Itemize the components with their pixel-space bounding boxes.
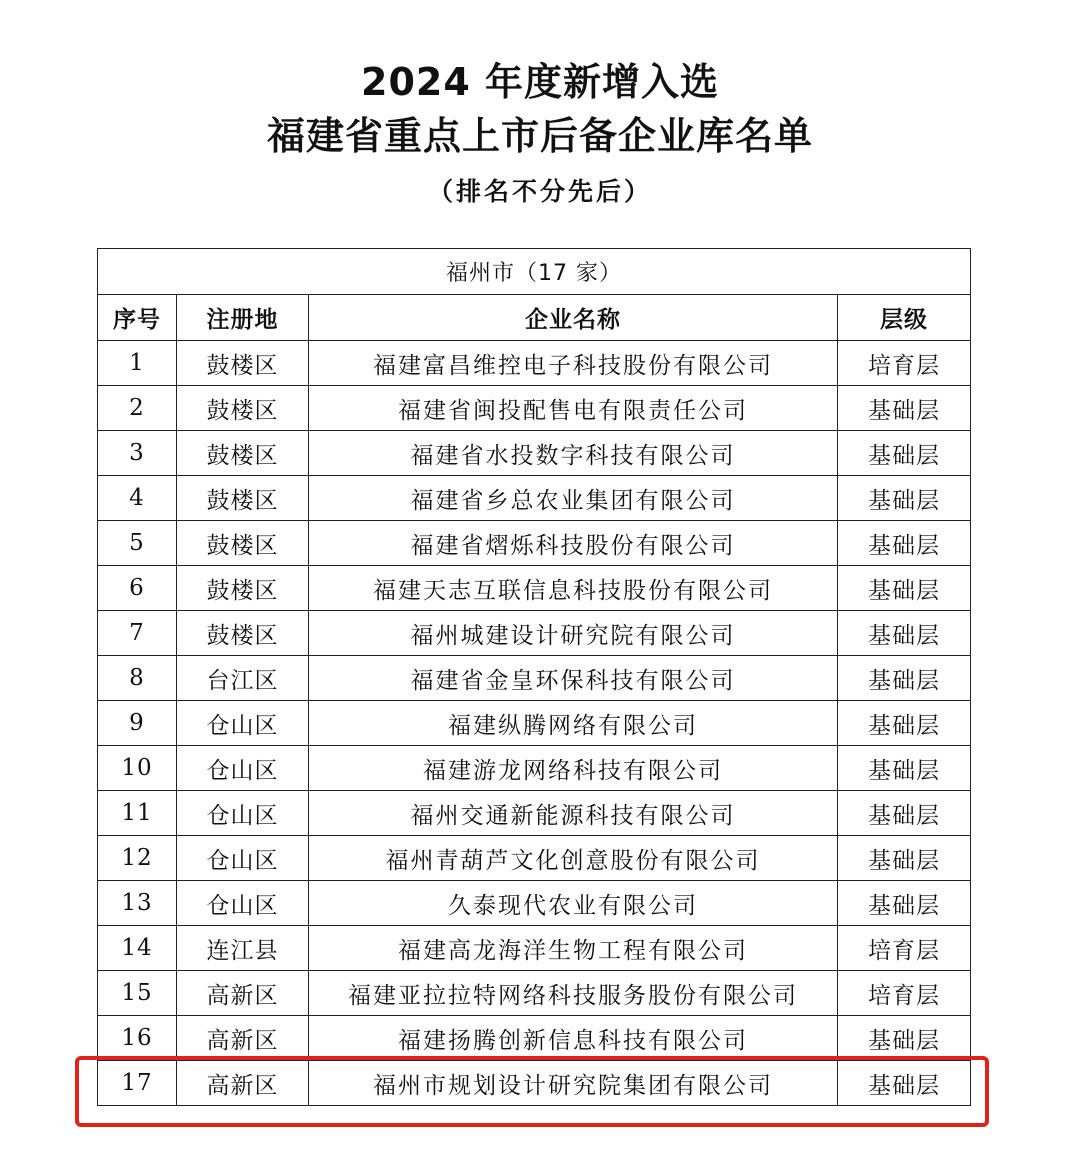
cell-tier: 培育层	[838, 341, 971, 386]
cell-index: 3	[98, 431, 177, 476]
cell-index: 10	[98, 746, 177, 791]
cell-company-name: 福州交通新能源科技有限公司	[309, 791, 838, 836]
table-row	[98, 791, 971, 836]
cell-index: 11	[98, 791, 177, 836]
cell-company-name: 福建纵腾网络有限公司	[309, 701, 838, 746]
table-row	[98, 476, 971, 521]
cell-tier: 基础层	[838, 746, 971, 791]
cell-index: 17	[98, 1061, 177, 1106]
cell-company-name: 福建游龙网络科技有限公司	[309, 746, 838, 791]
cell-location: 仓山区	[177, 791, 309, 836]
table-row	[98, 1061, 971, 1106]
table-row	[98, 521, 971, 566]
cell-index: 6	[98, 566, 177, 611]
cell-index: 8	[98, 656, 177, 701]
table-row	[98, 386, 971, 431]
cell-company-name: 福建省金皇环保科技有限公司	[309, 656, 838, 701]
cell-tier: 基础层	[838, 881, 971, 926]
cell-tier: 基础层	[838, 1016, 971, 1061]
cell-tier: 基础层	[838, 656, 971, 701]
cell-index: 13	[98, 881, 177, 926]
cell-index: 1	[98, 341, 177, 386]
cell-location: 高新区	[177, 971, 309, 1016]
cell-company-name: 福建富昌维控电子科技股份有限公司	[309, 341, 838, 386]
cell-location: 仓山区	[177, 836, 309, 881]
cell-location: 高新区	[177, 1016, 309, 1061]
table-row	[98, 341, 971, 386]
cell-tier: 基础层	[838, 521, 971, 566]
cell-index: 16	[98, 1016, 177, 1061]
cell-tier: 培育层	[838, 926, 971, 971]
table-row	[98, 881, 971, 926]
header-company-name: 企业名称	[309, 295, 838, 341]
cell-company-name: 福建省乡总农业集团有限公司	[309, 476, 838, 521]
cell-company-name: 久泰现代农业有限公司	[309, 881, 838, 926]
cell-tier: 基础层	[838, 431, 971, 476]
table-body	[98, 341, 971, 1106]
cell-tier: 基础层	[838, 701, 971, 746]
cell-index: 7	[98, 611, 177, 656]
cell-company-name: 福建高龙海洋生物工程有限公司	[309, 926, 838, 971]
table-row	[98, 611, 971, 656]
table-header-row	[98, 295, 971, 341]
cell-tier: 基础层	[838, 476, 971, 521]
table-caption: 福州市（17 家）	[98, 249, 971, 295]
cell-company-name: 福建省熠烁科技股份有限公司	[309, 521, 838, 566]
cell-company-name: 福建省闽投配售电有限责任公司	[309, 386, 838, 431]
cell-tier: 基础层	[838, 386, 971, 431]
cell-index: 14	[98, 926, 177, 971]
company-list-table	[97, 248, 971, 1106]
cell-location: 鼓楼区	[177, 476, 309, 521]
cell-location: 台江区	[177, 656, 309, 701]
cell-tier: 培育层	[838, 971, 971, 1016]
cell-company-name: 福州城建设计研究院有限公司	[309, 611, 838, 656]
header-tier: 层级	[838, 295, 971, 341]
header-index: 序号	[98, 295, 177, 341]
cell-location: 高新区	[177, 1061, 309, 1106]
table-row	[98, 431, 971, 476]
cell-location: 鼓楼区	[177, 386, 309, 431]
cell-tier: 基础层	[838, 836, 971, 881]
cell-tier: 基础层	[838, 791, 971, 836]
cell-location: 鼓楼区	[177, 521, 309, 566]
page-title-line-1: 2024 年度新增入选	[361, 60, 719, 104]
cell-company-name: 福州市规划设计研究院集团有限公司	[309, 1061, 838, 1106]
page-title-line-2: 福建省重点上市后备企业库名单	[266, 114, 813, 158]
cell-company-name: 福建省水投数字科技有限公司	[309, 431, 838, 476]
cell-index: 12	[98, 836, 177, 881]
table-row	[98, 836, 971, 881]
cell-location: 仓山区	[177, 881, 309, 926]
cell-index: 5	[98, 521, 177, 566]
table-row	[98, 701, 971, 746]
cell-location: 仓山区	[177, 701, 309, 746]
cell-location: 鼓楼区	[177, 341, 309, 386]
cell-tier: 基础层	[838, 1061, 971, 1106]
cell-tier: 基础层	[838, 611, 971, 656]
table-row	[98, 926, 971, 971]
cell-index: 4	[98, 476, 177, 521]
page-subtitle: （排名不分先后）	[427, 177, 652, 206]
table-caption-row	[98, 249, 971, 295]
table-row	[98, 656, 971, 701]
cell-company-name: 福建亚拉拉特网络科技服务股份有限公司	[309, 971, 838, 1016]
cell-company-name: 福州青葫芦文化创意股份有限公司	[309, 836, 838, 881]
cell-index: 15	[98, 971, 177, 1016]
cell-location: 鼓楼区	[177, 431, 309, 476]
table-row	[98, 1016, 971, 1061]
cell-company-name: 福建扬腾创新信息科技有限公司	[309, 1016, 838, 1061]
cell-company-name: 福建天志互联信息科技股份有限公司	[309, 566, 838, 611]
cell-location: 连江县	[177, 926, 309, 971]
table-row	[98, 566, 971, 611]
header-location: 注册地	[177, 295, 309, 341]
cell-index: 2	[98, 386, 177, 431]
cell-location: 鼓楼区	[177, 566, 309, 611]
table-row	[98, 971, 971, 1016]
cell-location: 鼓楼区	[177, 611, 309, 656]
table-row	[98, 746, 971, 791]
cell-tier: 基础层	[838, 566, 971, 611]
cell-index: 9	[98, 701, 177, 746]
cell-location: 仓山区	[177, 746, 309, 791]
